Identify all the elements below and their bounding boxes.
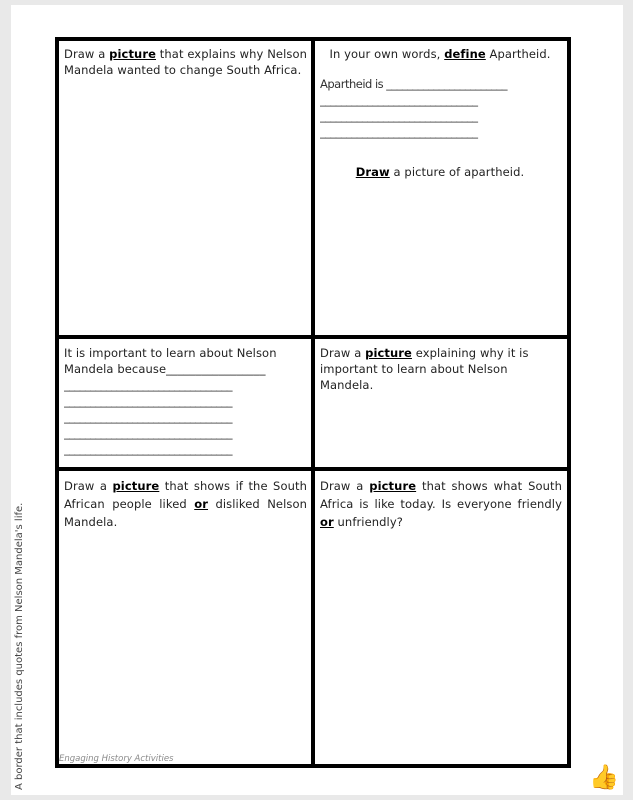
prompt-text: It is important to learn about Nelson Mandela because_________________ [64,346,277,376]
answer-line: ______________________________ [320,109,478,123]
thumbs-up-icon[interactable]: 👍 [589,763,619,791]
answer-line: ________________________________ [64,410,232,424]
answer-line: ______________________________ [320,93,478,107]
worksheet-grid [55,37,571,768]
answer-line: ________________________________ [64,378,232,392]
prompt-text: Draw a picture that shows what South Africa is like today. Is everyone friendly or unfriendly? [320,479,562,529]
cell-bottom-left [64,477,307,531]
draw-instruction: Draw a picture of apartheid. [355,165,525,179]
answer-line: ________________________________ [64,394,232,408]
cell-top-left [64,46,307,78]
brand-footer: Engaging History Activities [59,754,174,764]
prompt-text: Draw a picture explaining why it is important to learn about Nelson Mandela. [320,346,529,392]
cell-middle-right [320,345,560,393]
cell-middle-left [64,345,305,457]
cell-bottom-right [320,477,562,531]
grid-divider-bottom [59,467,567,471]
side-caption: A border that includes quotes from Nelson Mandela's life. [14,502,25,790]
answer-line: Apartheid is _______________________ [320,77,508,91]
prompt-text: Draw a picture that explains why Nelson Mandela wanted to change South Africa. [64,47,307,77]
cell-top-right [320,46,560,180]
answer-line: ________________________________ [64,442,232,456]
prompt-text: In your own words, define Apartheid. [329,47,551,61]
prompt-text: Draw a picture that shows if the South African people liked or disliked Nelson Mandela. [64,479,307,529]
answer-line: ________________________________ [64,426,232,440]
grid-divider-top [59,335,567,339]
answer-line: ______________________________ [320,125,478,139]
grid-divider-vertical [311,41,315,764]
